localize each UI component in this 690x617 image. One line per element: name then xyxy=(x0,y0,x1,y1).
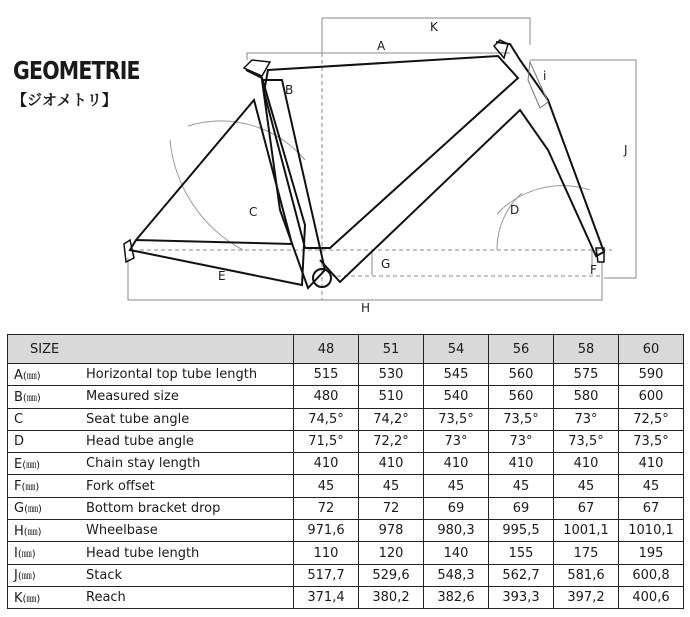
table-cell: 73,5° xyxy=(424,408,489,430)
table-cell: 560 xyxy=(489,386,554,408)
page-subtitle: 【ジオメトリ】 xyxy=(12,91,117,109)
table-cell: 69 xyxy=(489,497,554,519)
table-cell: 67 xyxy=(619,497,684,519)
parameter-name: Fork offset xyxy=(84,475,294,497)
size-column-header: 54 xyxy=(424,335,489,364)
table-cell: 581,6 xyxy=(554,564,619,586)
table-cell: 73° xyxy=(489,430,554,452)
table-cell: 380,2 xyxy=(359,586,424,608)
table-cell: 410 xyxy=(489,453,554,475)
parameter-code xyxy=(8,386,85,408)
parameter-name: Measured size xyxy=(84,386,294,408)
table-row xyxy=(8,386,684,408)
parameter-name: Reach xyxy=(84,586,294,608)
table-cell: 515 xyxy=(294,364,359,386)
parameter-name: Bottom bracket drop xyxy=(84,497,294,519)
label-f: F xyxy=(590,263,597,277)
parameter-name: Horizontal top tube length xyxy=(84,364,294,386)
table-row xyxy=(8,520,684,542)
table-cell: 1001,1 xyxy=(554,520,619,542)
label-e: E xyxy=(218,269,226,283)
table-cell: 73° xyxy=(554,408,619,430)
table-cell: 72,5° xyxy=(619,408,684,430)
dimension-labels xyxy=(218,20,628,315)
table-cell: 1010,1 xyxy=(619,520,684,542)
label-j: J xyxy=(624,143,628,157)
size-column-header: 56 xyxy=(489,335,554,364)
table-row xyxy=(8,430,684,452)
table-cell: 73° xyxy=(424,430,489,452)
table-cell: 400,6 xyxy=(619,586,684,608)
parameter-letter: B xyxy=(14,389,23,405)
parameter-unit: (㎜) xyxy=(23,526,42,538)
table-cell: 397,2 xyxy=(554,586,619,608)
table-cell: 600 xyxy=(619,386,684,408)
label-i: i xyxy=(543,69,547,83)
angle-arcs xyxy=(170,121,590,250)
parameter-code xyxy=(8,430,85,452)
table-row xyxy=(8,542,684,564)
parameter-unit: (㎜) xyxy=(17,571,36,583)
table-cell: 74,5° xyxy=(294,408,359,430)
table-cell: 530 xyxy=(359,364,424,386)
parameter-unit: (㎜) xyxy=(22,392,41,404)
table-cell: 71,5° xyxy=(294,430,359,452)
label-d: D xyxy=(510,203,520,217)
label-a: A xyxy=(377,39,386,53)
table-header-row xyxy=(8,335,684,364)
table-cell: 382,6 xyxy=(424,586,489,608)
table-cell: 72 xyxy=(294,497,359,519)
table-cell: 74,2° xyxy=(359,408,424,430)
table-row xyxy=(8,453,684,475)
table-row xyxy=(8,497,684,519)
parameter-letter: J xyxy=(14,568,18,584)
table-cell: 980,3 xyxy=(424,520,489,542)
table-body xyxy=(8,364,684,609)
parameter-name: Seat tube angle xyxy=(84,408,294,430)
table-cell: 540 xyxy=(424,386,489,408)
parameter-code xyxy=(8,542,85,564)
parameter-name: Chain stay length xyxy=(84,453,294,475)
table-cell: 410 xyxy=(554,453,619,475)
table-row xyxy=(8,408,684,430)
parameter-unit: (㎜) xyxy=(17,549,36,561)
parameter-letter: A xyxy=(14,367,23,383)
size-header: SIZE xyxy=(8,335,294,364)
table-cell: 45 xyxy=(294,475,359,497)
parameter-letter: E xyxy=(14,456,23,472)
page-title: GEOMETRIE xyxy=(13,56,140,85)
parameter-code xyxy=(8,520,85,542)
size-column-header: 48 xyxy=(294,335,359,364)
table-cell: 410 xyxy=(359,453,424,475)
table-cell: 517,7 xyxy=(294,564,359,586)
parameter-unit: (㎜) xyxy=(22,459,41,471)
parameter-letter: G xyxy=(14,501,25,517)
parameter-letter: I xyxy=(14,546,18,562)
parameter-name: Stack xyxy=(84,564,294,586)
table-cell: 575 xyxy=(554,364,619,386)
table-row xyxy=(8,586,684,608)
parameter-name: Wheelbase xyxy=(84,520,294,542)
parameter-unit: (㎜) xyxy=(21,482,40,494)
parameter-name: Head tube length xyxy=(84,542,294,564)
parameter-letter: F xyxy=(14,479,22,495)
table-cell: 45 xyxy=(424,475,489,497)
parameter-letter: H xyxy=(14,523,24,539)
table-row xyxy=(8,364,684,386)
table-cell: 548,3 xyxy=(424,564,489,586)
table-cell: 73,5° xyxy=(489,408,554,430)
table-cell: 73,5° xyxy=(554,430,619,452)
parameter-code xyxy=(8,586,85,608)
label-h: H xyxy=(361,301,371,315)
table-cell: 73,5° xyxy=(619,430,684,452)
table-cell: 580 xyxy=(554,386,619,408)
parameter-unit: (㎜) xyxy=(22,593,41,605)
parameter-code xyxy=(8,408,85,430)
size-column-header: 51 xyxy=(359,335,424,364)
parameter-unit: (㎜) xyxy=(24,504,42,516)
table-cell: 155 xyxy=(489,542,554,564)
table-cell: 72,2° xyxy=(359,430,424,452)
table-cell: 45 xyxy=(619,475,684,497)
table-cell: 529,6 xyxy=(359,564,424,586)
table-cell: 971,6 xyxy=(294,520,359,542)
table-cell: 45 xyxy=(359,475,424,497)
table-row xyxy=(8,564,684,586)
size-column-header: 60 xyxy=(619,335,684,364)
table-cell: 140 xyxy=(424,542,489,564)
table-cell: 410 xyxy=(619,453,684,475)
table-cell: 562,7 xyxy=(489,564,554,586)
table-cell: 120 xyxy=(359,542,424,564)
table-cell: 600,8 xyxy=(619,564,684,586)
table-cell: 590 xyxy=(619,364,684,386)
parameter-letter: K xyxy=(14,590,23,606)
parameter-code xyxy=(8,497,85,519)
table-cell: 480 xyxy=(294,386,359,408)
table-cell: 45 xyxy=(489,475,554,497)
table-cell: 371,4 xyxy=(294,586,359,608)
label-g: G xyxy=(381,257,391,271)
table-cell: 393,3 xyxy=(489,586,554,608)
table-cell: 72 xyxy=(359,497,424,519)
parameter-name: Head tube angle xyxy=(84,430,294,452)
table-cell: 545 xyxy=(424,364,489,386)
table-cell: 45 xyxy=(554,475,619,497)
parameter-code xyxy=(8,453,85,475)
table-cell: 110 xyxy=(294,542,359,564)
table-cell: 995,5 xyxy=(489,520,554,542)
parameter-unit: (㎜) xyxy=(22,370,41,382)
table-cell: 978 xyxy=(359,520,424,542)
label-b: B xyxy=(285,83,294,97)
label-k: K xyxy=(430,20,438,34)
parameter-code xyxy=(8,364,85,386)
table-cell: 560 xyxy=(489,364,554,386)
table-cell: 175 xyxy=(554,542,619,564)
table-cell: 510 xyxy=(359,386,424,408)
size-column-header: 58 xyxy=(554,335,619,364)
parameter-letter: C xyxy=(14,411,24,427)
bike-frame xyxy=(124,40,604,288)
table-row xyxy=(8,475,684,497)
parameter-code xyxy=(8,564,85,586)
table-cell: 410 xyxy=(424,453,489,475)
parameter-letter: D xyxy=(14,434,25,450)
geometry-table xyxy=(7,334,684,609)
label-c: C xyxy=(249,205,258,219)
table-cell: 67 xyxy=(554,497,619,519)
table-cell: 410 xyxy=(294,453,359,475)
table-cell: 69 xyxy=(424,497,489,519)
table-cell: 195 xyxy=(619,542,684,564)
parameter-code xyxy=(8,475,85,497)
